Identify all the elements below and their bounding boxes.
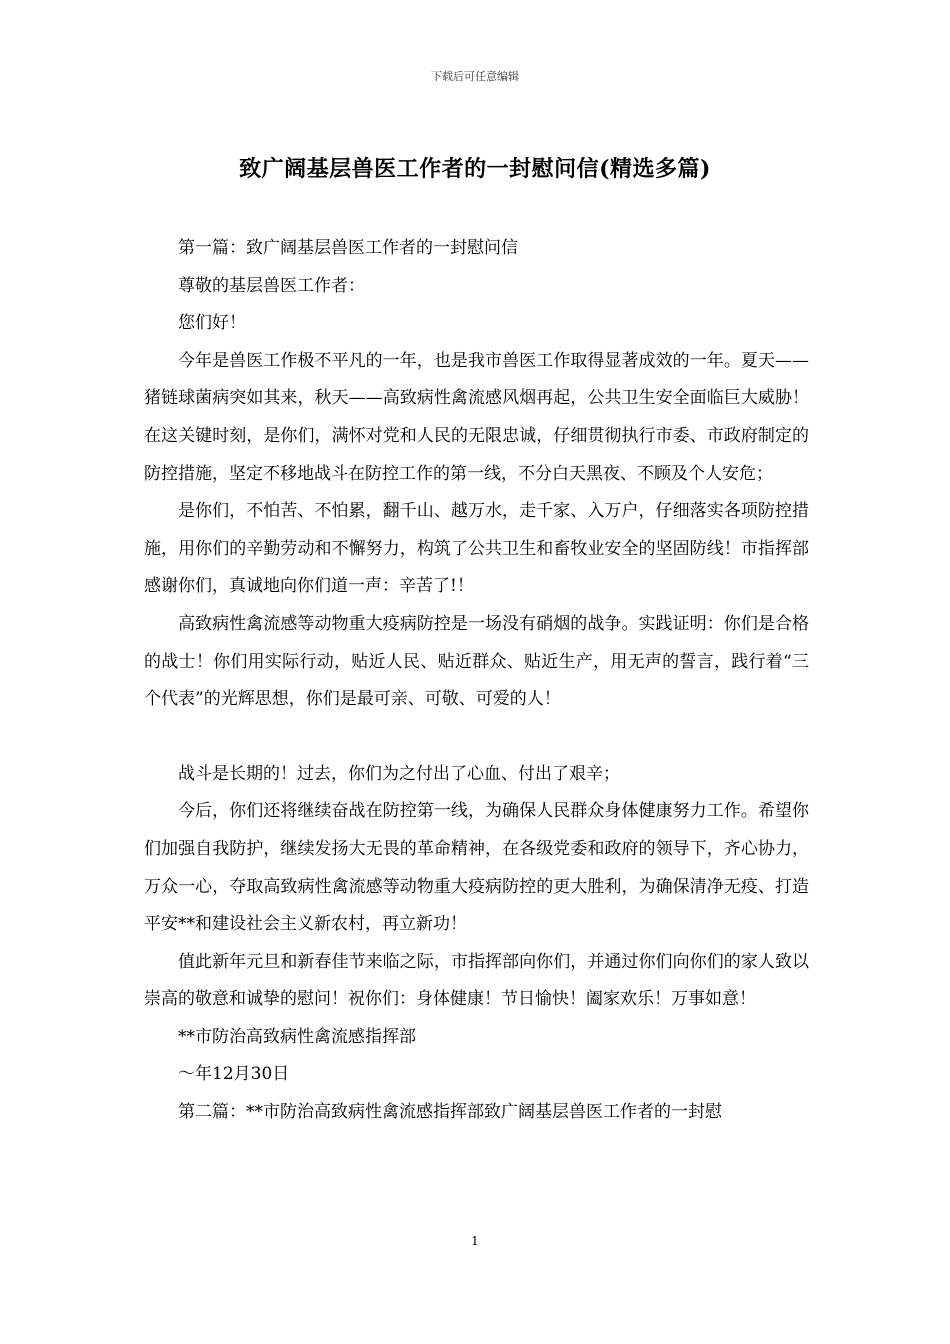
paragraph-body-2: 是你们，不怕苦、不怕累，翻千山、越万水，走千家、入万户，仔细落实各项防控措施，用你们的辛勤劳动和不懈努力，构筑了公共卫生和畜牧业安全的坚固防线！市指挥部感谢你们，真诚地向你们道一声：辛苦了!！ bbox=[144, 501, 809, 597]
paragraph-body-3: 高致病性禽流感等动物重大疫病防控是一场没有硝烟的战争。实践证明：你们是合格的战士！你们用实际行动，贴近人民、贴近群众、贴近生产，用无声的誓言，践行着“三个代表”的光辉思想，你们是最可亲、可敬、可爱的人！ bbox=[144, 613, 809, 710]
header-note: 下载后可任意编辑 bbox=[431, 70, 519, 83]
paragraph-body-6: 值此新年元旦和新春佳节来临之际，市指挥部向你们，并通过你们向你们的家人致以崇高的敬意和诚挚的慰问！祝你们：身体健康！节日愉快！阖家欢乐！万事如意！ bbox=[144, 951, 809, 1010]
paragraph-signature: **市防治高致病性禽流感指挥部 bbox=[178, 1026, 416, 1047]
paragraph-body-5: 今后，你们还将继续奋战在防控第一线，为确保人民群众身体健康努力工作。希望你们加强自我防护，继续发扬大无畏的革命精神，在各级党委和政府的领导下，齐心协力，万众一心，夺取高致病性禽流感等动物重大疫病防控的更大胜利，为确保清净无疫、打造平安**和建设社会主义新农村，再立新功！ bbox=[144, 801, 809, 935]
paragraph-greeting: 您们好！ bbox=[178, 313, 246, 334]
page-number: 1 bbox=[471, 1234, 479, 1248]
paragraph-date: ～年12月30日 bbox=[178, 1064, 290, 1085]
document-body bbox=[144, 230, 809, 1132]
document-title: 致广阔基层兽医工作者的一封慰问信(精选多篇) bbox=[239, 156, 711, 182]
paragraph-body-4: 战斗是长期的！过去，你们为之付出了心血、付出了艰辛； bbox=[178, 763, 620, 784]
paragraph-salutation: 尊敬的基层兽医工作者： bbox=[178, 275, 365, 296]
paragraph-section-heading: 第一篇：致广阔基层兽医工作者的一封慰问信 bbox=[178, 238, 518, 258]
paragraph-section-heading-2: 第二篇：**市防治高致病性禽流感指挥部致广阔基层兽医工作者的一封慰 bbox=[178, 1102, 722, 1123]
paragraph-body-1: 今年是兽医工作极不平凡的一年，也是我市兽医工作取得显著成效的一年。夏天——猪链球菌病突如其来，秋天——高致病性禽流感风烟再起，公共卫生安全面临巨大威胁！在这关键时刻，是你们，满怀对党和人民的无限忠诚，仔细贯彻执行市委、市政府制定的防控措施，坚定不移地战斗在防控工作的第一线，不分白天黑夜、不顾及个人安危； bbox=[144, 350, 809, 484]
